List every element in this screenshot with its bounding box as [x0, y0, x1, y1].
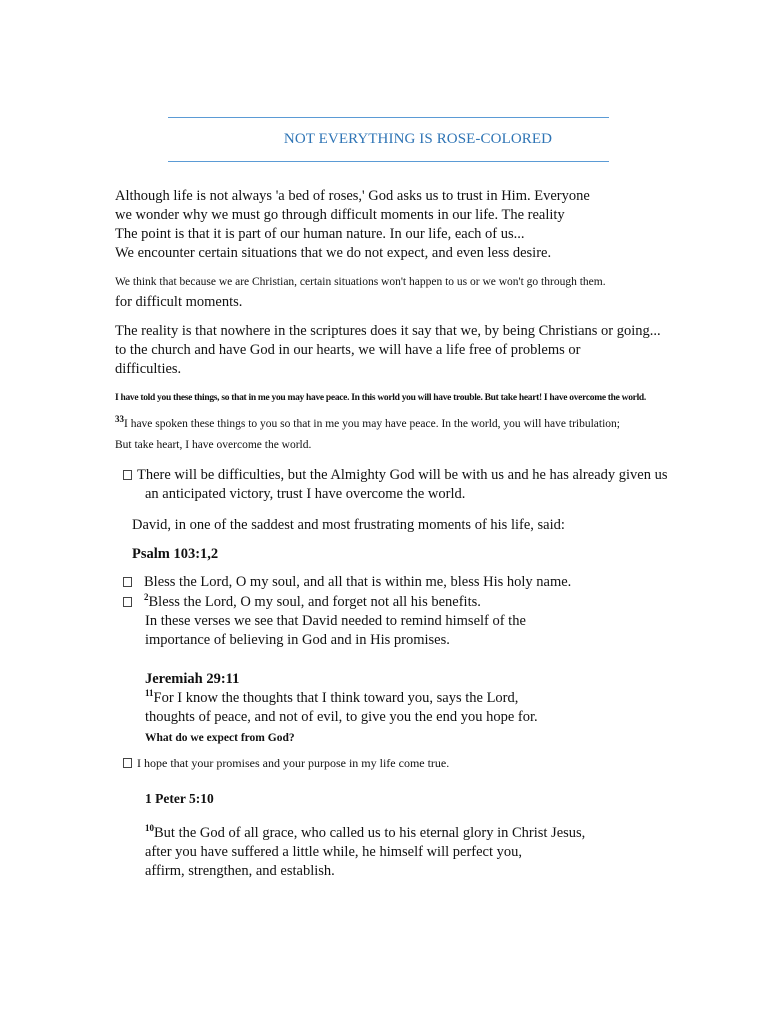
paragraph-line: The reality is that nowhere in the scriptures does it say that we, by being Christians or going...	[115, 323, 661, 339]
verse-number: 33	[115, 414, 124, 425]
verse-text: after you have suffered a little while, he himself will perfect you,	[145, 844, 522, 860]
bullet-text: Bless the Lord, O my soul, and forget not all his benefits.	[148, 594, 481, 610]
verse-text: For I know the thoughts that I think toward you, says the Lord,	[153, 690, 519, 706]
bold-quote: I have told you these things, so that in me you may have peace. In this world you will have trouble. But take heart! I have overcome the world.	[115, 393, 646, 403]
paragraph-line: The point is that it is part of our human nature. In our life, each of us...	[115, 226, 525, 242]
bullet-text-cont: an anticipated victory, trust I have overcome the world.	[145, 486, 466, 502]
bullet-item	[123, 466, 683, 504]
peter-heading: 1 Peter 5:10	[145, 791, 214, 806]
bullet-text: I hope that your promises and your purpose in my life come true.	[137, 756, 450, 770]
paragraph-2-small: We think that because we are Christian, certain situations won't happen to us or we won't go through them.	[115, 276, 606, 288]
expect-question: What do we expect from God?	[145, 732, 295, 744]
verse-number: 10	[145, 823, 154, 834]
psalm-bullet-2	[123, 593, 683, 612]
bullet-text: There will be difficulties, but the Almighty God will be with us and he has already given us	[137, 467, 668, 483]
paragraph-1	[115, 187, 675, 263]
david-line: David, in one of the saddest and most frustrating moments of his life, said:	[132, 517, 565, 533]
psalm-bullet-1	[123, 573, 683, 592]
checkbox-icon	[123, 470, 132, 480]
peter-verse	[145, 824, 705, 881]
verse-text: thoughts of peace, and not of evil, to give you the end you hope for.	[145, 709, 538, 725]
verse-text: I have spoken these things to you so that in me you may have peace. In the world, you will have tribulation;	[124, 418, 620, 430]
verse-number: 2	[144, 592, 149, 603]
hope-bullet	[123, 755, 683, 771]
jeremiah-heading: Jeremiah 29:11	[145, 671, 240, 687]
verse-text: affirm, strengthen, and establish.	[145, 863, 335, 879]
title-bottom-rule	[168, 161, 609, 162]
psalm-heading: Psalm 103:1,2	[132, 546, 219, 562]
paragraph-2-continuation: for difficult moments.	[115, 294, 243, 310]
paragraph-line: Although life is not always 'a bed of roses,' God asks us to trust in Him. Everyone	[115, 188, 590, 204]
verse-33-continuation: But take heart, I have overcome the world.	[115, 439, 312, 451]
paragraph-line: We encounter certain situations that we do not expect, and even less desire.	[115, 245, 552, 261]
paragraph-line: to the church and have God in our hearts, we will have a life free of problems or	[115, 342, 581, 358]
page-title: NOT EVERYTHING IS ROSE-COLORED	[283, 131, 553, 147]
paragraph-line: difficulties.	[115, 361, 182, 377]
paragraph-3	[115, 322, 675, 379]
checkbox-icon	[123, 758, 132, 768]
paragraph-line: we wonder why we must go through difficult moments in our life. The reality	[115, 207, 565, 223]
paragraph-line: In these verses we see that David needed to remind himself of the	[145, 613, 526, 629]
checkbox-icon	[123, 597, 132, 607]
psalm-note	[145, 612, 705, 650]
jeremiah-verse	[145, 689, 705, 727]
bullet-text: Bless the Lord, O my soul, and all that is within me, bless His holy name.	[144, 574, 572, 590]
paragraph-line: importance of believing in God and in His promises.	[145, 632, 450, 648]
title-top-rule	[168, 117, 609, 118]
checkbox-icon	[123, 577, 132, 587]
verse-33	[115, 416, 675, 432]
verse-number: 11	[145, 688, 154, 699]
verse-text: But the God of all grace, who called us to his eternal glory in Christ Jesus,	[154, 825, 586, 841]
